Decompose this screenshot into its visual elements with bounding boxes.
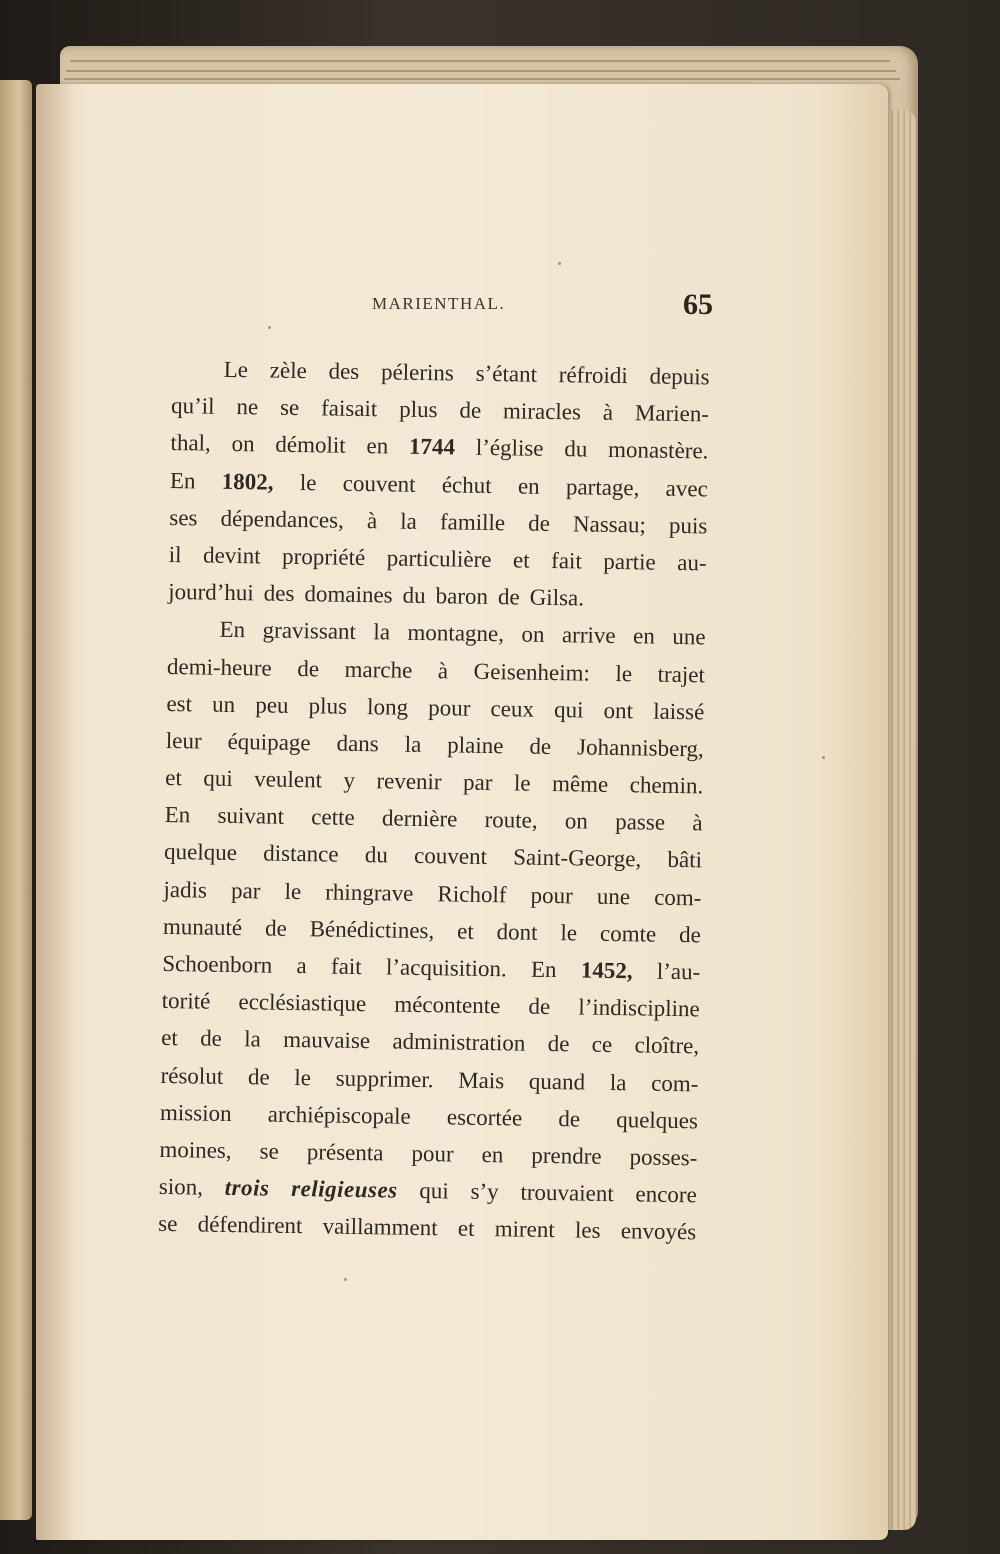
word: des (328, 358, 360, 384)
word: par (462, 769, 493, 796)
word: torité (161, 988, 211, 1014)
word: ne (236, 394, 259, 420)
word: quand (528, 1068, 586, 1095)
word: la (609, 1069, 627, 1095)
word: quelque (163, 839, 238, 866)
word: on (521, 621, 545, 648)
word: envoyés (620, 1218, 697, 1245)
word: Richolf (437, 880, 507, 907)
word: ceux (490, 695, 535, 722)
word: Le (223, 356, 249, 383)
word: com- (654, 884, 702, 911)
word: de (497, 584, 520, 610)
word: le (284, 878, 302, 904)
word: équipage (227, 728, 311, 756)
left-page-edge (0, 80, 32, 1520)
word: vaillamment (322, 1213, 438, 1241)
word: il (168, 541, 182, 568)
word: jourd’hui (168, 579, 254, 606)
word: présenta (306, 1139, 384, 1166)
word: le (294, 1064, 312, 1090)
word: dans (336, 730, 379, 757)
word: mécontente (394, 991, 501, 1019)
word: de (297, 655, 320, 681)
word: le (560, 919, 578, 946)
word: de (678, 921, 702, 948)
word: se (259, 1138, 280, 1164)
word: résolut (160, 1062, 224, 1089)
word: fait (330, 953, 362, 980)
word: propriété (281, 543, 366, 570)
word: miracles (502, 398, 582, 425)
word: on (231, 431, 255, 457)
word: mirent (494, 1216, 555, 1243)
word: demi-heure (166, 653, 272, 681)
word: monastère. (607, 437, 709, 464)
word: 1744 (408, 434, 456, 460)
word: rhingrave (325, 879, 414, 906)
word: de (247, 1063, 270, 1090)
word: veulent (254, 766, 323, 793)
body-text (158, 350, 710, 1251)
word: à (366, 507, 378, 533)
word: qui (553, 696, 584, 723)
word: comte (599, 920, 657, 947)
running-head: MARIENTHAL. (372, 294, 506, 313)
word: s’y (470, 1178, 499, 1205)
word: long (366, 693, 409, 720)
word: ont (603, 697, 634, 723)
word: zèle (269, 357, 307, 384)
word: dont (496, 918, 538, 945)
word: avec (665, 475, 709, 501)
word: Saint-George, (513, 844, 642, 872)
word: pour (428, 694, 471, 721)
word: se (158, 1211, 178, 1237)
word: partie (603, 548, 656, 575)
word: en (481, 1141, 504, 1168)
word: qu’il (170, 393, 215, 419)
word: partage, (565, 473, 640, 500)
word: plaine (447, 732, 504, 759)
word: ecclésiastique (238, 989, 367, 1017)
word: revenir (376, 768, 442, 795)
word: depuis (649, 363, 710, 390)
word: passe (615, 809, 666, 836)
word: en (632, 623, 656, 649)
word: suivant (217, 803, 285, 830)
word: Geisenheim: (473, 658, 591, 686)
word: puis (668, 512, 708, 539)
word: chemin. (629, 772, 704, 799)
word: 1802, (221, 468, 274, 495)
word: Gilsa. (529, 584, 585, 611)
word: le (513, 770, 531, 796)
word: de (558, 1105, 581, 1132)
word: et (456, 918, 474, 944)
word: à (692, 810, 703, 836)
word: de (528, 993, 551, 1020)
word: par (230, 877, 261, 904)
word: moines, (159, 1136, 232, 1163)
word: dépendances, (220, 505, 345, 533)
word: devint (202, 542, 261, 569)
word: des (263, 580, 295, 607)
word: l’au- (656, 958, 701, 985)
word: l’indiscipline (578, 994, 700, 1022)
word: de (529, 733, 552, 759)
word: En (169, 467, 196, 493)
word: en (366, 433, 389, 459)
word: Johannisberg, (576, 734, 704, 762)
word: une (672, 624, 706, 650)
word: couvent (413, 843, 488, 870)
word: qui (419, 1178, 449, 1204)
word: munauté (162, 913, 243, 940)
word: escortée (446, 1104, 523, 1131)
word: religieuses (290, 1176, 398, 1203)
word: En (219, 617, 246, 643)
word: sion, (158, 1174, 204, 1200)
word: les (574, 1217, 601, 1244)
gutter-shadow (36, 84, 76, 1540)
word: baron (435, 583, 489, 610)
word: encore (635, 1181, 697, 1208)
word: montagne, (407, 620, 505, 647)
word: distance (263, 840, 339, 868)
word: arrive (561, 622, 616, 649)
word: se (279, 394, 300, 421)
word: fait (550, 547, 583, 574)
word: dernière (381, 805, 458, 832)
word: ses (169, 504, 198, 531)
word: du (402, 582, 426, 609)
word: pour (530, 882, 573, 908)
word: jadis (163, 876, 208, 903)
word: posses- (629, 1144, 698, 1171)
word: archiépiscopale (267, 1101, 411, 1129)
word: couvent (342, 470, 416, 497)
word: de (264, 915, 287, 941)
word: trois (224, 1175, 270, 1201)
word: et (165, 765, 183, 791)
word: marche (344, 656, 413, 683)
word: le (615, 660, 633, 686)
word: l’acquisition. (385, 954, 507, 982)
word: plus (308, 692, 348, 719)
word: à (437, 657, 449, 683)
word: faisait (320, 395, 378, 422)
word: échut (441, 471, 492, 498)
word: de (459, 397, 482, 424)
word: de (547, 1031, 570, 1057)
word: trouvaient (520, 1179, 614, 1207)
word: prendre (531, 1142, 602, 1169)
word: défendirent (197, 1211, 303, 1239)
word: En (530, 956, 557, 983)
word: qui (203, 765, 233, 792)
word: et (457, 1215, 475, 1242)
word: et (512, 547, 530, 573)
word: mission (159, 1099, 232, 1126)
word: laissé (652, 698, 705, 725)
word: quelques (616, 1106, 699, 1134)
word: réfroidi (558, 362, 628, 389)
word: du (364, 842, 389, 868)
word: l’église (475, 435, 544, 462)
word: au- (677, 549, 707, 576)
word: Schoenborn (162, 950, 273, 978)
word: supprimer. (335, 1065, 434, 1092)
word: Marien- (634, 400, 710, 427)
word: com- (651, 1070, 699, 1096)
word: la (400, 508, 418, 534)
word: cloître, (634, 1032, 700, 1059)
word: pour (411, 1140, 454, 1167)
word: a (296, 953, 307, 979)
word: de (199, 1025, 223, 1052)
word: gravissant (262, 617, 357, 645)
word: plus (399, 396, 438, 423)
word: route, (484, 807, 538, 834)
page-number: 65 (683, 288, 713, 321)
word: bâti (667, 847, 703, 873)
word: en (517, 473, 540, 499)
word: démolit (275, 432, 346, 459)
word: Bénédictines, (309, 916, 435, 944)
word: même (551, 771, 609, 797)
word: un (211, 691, 236, 717)
word: à (602, 399, 614, 426)
word: du (564, 436, 588, 462)
word: ce (591, 1032, 613, 1058)
word: est (166, 690, 193, 717)
word: domaines (304, 581, 393, 608)
word: peu (255, 692, 289, 718)
word: administration (392, 1028, 526, 1057)
word: y (343, 767, 356, 793)
word: cette (311, 804, 355, 831)
word: de (528, 510, 551, 536)
word: famille (439, 508, 506, 536)
word: une (596, 883, 631, 909)
word: particulière (386, 545, 492, 572)
word: trajet (657, 661, 706, 687)
word: s’étant (475, 360, 538, 387)
word: et (160, 1025, 178, 1051)
word: Mais (458, 1067, 505, 1093)
word: 1452, (580, 957, 633, 984)
word: on (564, 808, 589, 834)
word: la (404, 731, 422, 757)
word: le (299, 469, 317, 495)
word: En (164, 802, 191, 828)
word: la (373, 619, 391, 645)
word: leur (165, 727, 202, 754)
word: la (244, 1026, 262, 1052)
word: mauvaise (283, 1027, 371, 1054)
word: thal, (170, 430, 211, 456)
word: pélerins (380, 359, 455, 386)
word: Nassau; (572, 511, 647, 538)
